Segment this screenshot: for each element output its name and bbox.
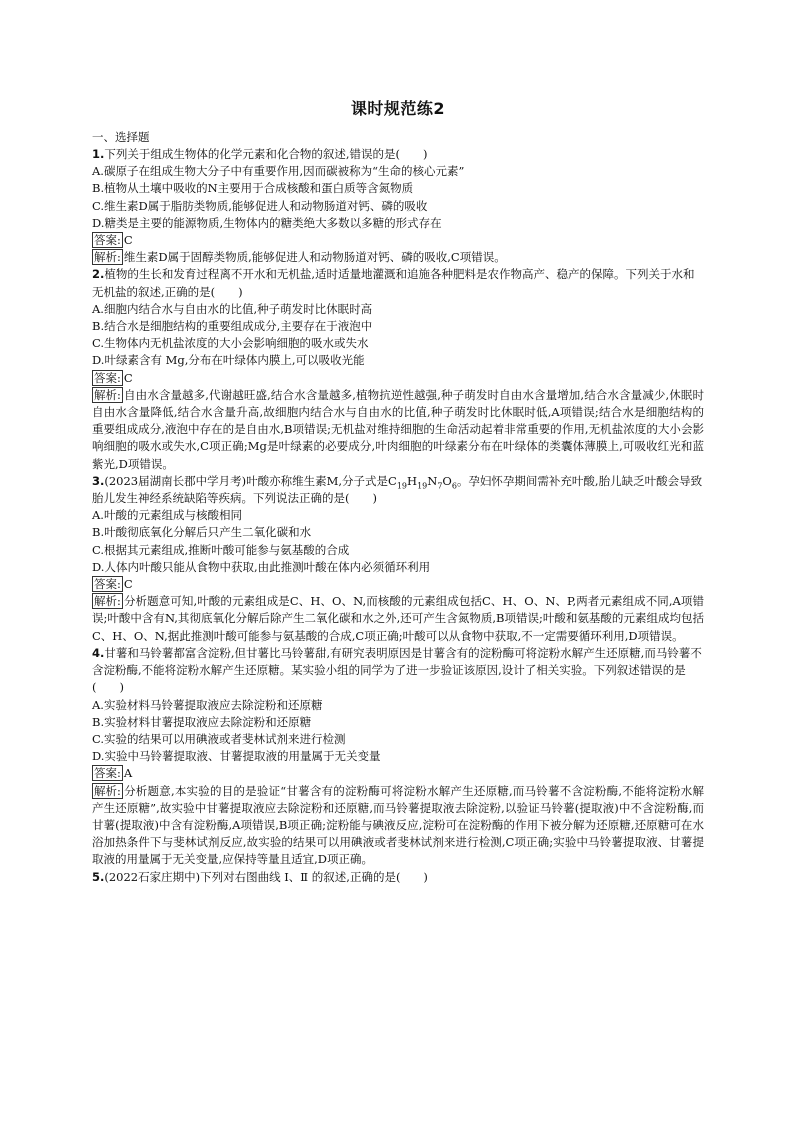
question-4 xyxy=(92,645,704,869)
question-text: 下列关于组成生物体的化学元素和化合物的叙述,错误的是( ) xyxy=(104,147,428,161)
option-d: D.糖类是主要的能源物质,生物体内的糖类绝大多数以多糖的形式存在 xyxy=(92,215,442,230)
answer-label: 答案: xyxy=(94,766,121,781)
question-number: 2. xyxy=(92,267,105,282)
answer-value: C xyxy=(123,370,133,385)
subscript: 19 xyxy=(417,481,428,491)
answer-line xyxy=(92,370,704,387)
explanation-label: 解析: xyxy=(94,250,121,265)
explanation-text: 分析题意可知,叶酸的元素组成是C、H、O、N,而核酸的元素组成包括C、H、O、N、P,两者元素组成不同,A项错误;叶酸中含有N,其彻底氧化分解后除产生二氧化碳和水之外,还可产生含氮物质,B项错误;叶酸和氨基酸的元素组成均包括C、H、O、N,据此推测叶酸可能参与氨基酸的合成,C项正确;叶酸可以从食物中获取,不一定需要循环利用,D项错误。 xyxy=(92,594,704,643)
option-b: B.叶酸彻底氧化分解后只产生二氧化碳和水 xyxy=(92,525,312,540)
answer-line xyxy=(92,232,704,249)
question-1-stem xyxy=(92,146,704,163)
section-heading: 一、选择题 xyxy=(92,130,150,144)
answer-value: C xyxy=(123,233,133,248)
option-b: B.实验材料甘薯提取液应去除淀粉和还原糖 xyxy=(92,714,312,729)
option-d: D.人体内叶酸只能从食物中获取,由此推测叶酸在体内必须循环利用 xyxy=(92,559,431,574)
option-a: A.细胞内结合水与自由水的比值,种子萌发时比休眠时高 xyxy=(92,301,373,316)
question-3 xyxy=(92,473,704,645)
page-title: 课时规范练2 xyxy=(350,99,446,118)
subscript: 19 xyxy=(396,481,408,491)
answer-line xyxy=(92,576,704,593)
question-number: 3. xyxy=(92,473,105,488)
answer-label: 答案: xyxy=(94,577,121,592)
option-d: D.实验中马铃薯提取液、甘薯提取液的用量属于无关变量 xyxy=(92,749,381,764)
explanation xyxy=(92,593,704,645)
explanation-label: 解析: xyxy=(94,387,121,402)
option-a: A.叶酸的元素组成与核酸相同 xyxy=(92,508,242,523)
explanation-text: 自由水含量越多,代谢越旺盛,结合水含量越多,植物抗逆性越强,种子萌发时自由水含量增加,结合水含量减少,休眠时自由水含量降低,结合水含量升高,故细胞内结合水与自由水的比值,种子萌发时比休眠时低,A项错误;结合水是细胞结构的重要组成成分,液泡中存在的是自由水,B项错误;无机盐对维持细胞的生命活动起着非常重要的作用,无机盐浓度的大小会影响细胞的吸水或失水,C项正确;Mg是叶绿素的必要成分,叶肉细胞的叶绿素分布在叶绿体的类囊体薄膜上,可吸收红光和蓝紫光,D项错误。 xyxy=(92,387,704,471)
question-4-stem xyxy=(92,645,704,697)
option-a: A.实验材料马铃薯提取液应去除淀粉和还原糖 xyxy=(92,697,323,712)
option-a: A.碳原子在组成生物大分子中有重要作用,因而碳被称为“生命的核心元素” xyxy=(92,164,465,179)
subscript: 6 xyxy=(451,481,457,491)
question-text: 。孕妇怀孕期间需补充叶酸,胎儿缺乏叶酸会导致胎儿发生神经系统缺陷等疾病。下列说法正确的是( ) xyxy=(92,473,703,506)
question-5-stem xyxy=(92,869,704,886)
explanation-label: 解析: xyxy=(94,783,121,798)
subscript: 7 xyxy=(437,481,443,491)
option-b: B.结合水是细胞结构的重要组成成分,主要存在于液泡中 xyxy=(92,319,373,334)
option-c: C.生物体内无机盐浓度的大小会影响细胞的吸水或失水 xyxy=(92,336,369,351)
explanation-text: 维生素D属于固醇类物质,能够促进人和动物肠道对钙、磷的吸收,C项错误。 xyxy=(123,250,506,265)
answer-value: A xyxy=(123,766,133,781)
question-1 xyxy=(92,146,704,266)
option-c: C.维生素D属于脂肪类物质,能够促进人和动物肠道对钙、磷的吸收 xyxy=(92,198,428,213)
explanation xyxy=(92,387,704,473)
answer-line xyxy=(92,765,704,782)
option-c: C.根据其元素组成,推断叶酸可能参与氨基酸的合成 xyxy=(92,542,350,557)
question-5 xyxy=(92,869,704,886)
question-number: 1. xyxy=(92,147,105,161)
question-text: (2022石家庄期中)下列对右图曲线 Ⅰ、Ⅱ 的叙述,正确的是( ) xyxy=(104,869,428,884)
question-text: (2023届湖南长郡中学月考)叶酸亦称维生素M,分子式是C xyxy=(104,473,397,488)
formula-part: H xyxy=(407,473,418,488)
question-number: 4. xyxy=(92,645,105,660)
option-d: D.叶绿素含有 Mg,分布在叶绿体内膜上,可以吸收光能 xyxy=(92,353,365,368)
question-2 xyxy=(92,266,704,472)
formula-part: N xyxy=(427,473,438,488)
question-text: 植物的生长和发育过程离不开水和无机盐,适时适量地灌溉和追施各种肥料是农作物高产、稳产的保障。下列关于水和无机盐的叙述,正确的是( ) xyxy=(92,267,695,299)
question-number: 5. xyxy=(92,869,105,884)
answer-value: C xyxy=(123,577,133,592)
answer-label: 答案: xyxy=(94,370,121,385)
explanation-text: 分析题意,本实验的目的是验证“甘薯含有的淀粉酶可将淀粉水解产生还原糖,而马铃薯不含淀粉酶,不能将淀粉水解产生还原糖”,故实验中甘薯提取液应去除淀粉和还原糖,而马铃薯提取液去除淀粉,以验证马铃薯(提取液)中不含淀粉酶,而甘薯(提取液)中含有淀粉酶,A项错误,B项正确;淀粉能与碘液反应,淀粉可在淀粉酶的作用下被分解为还原糖,还原糖可在水浴加热条件下与斐林试剂反应,故实验的结果可以用碘液或者斐林试剂来进行检测,C项正确;实验中马铃薯提取液、甘薯提取液的用量属于无关变量,应保持等量且适宜,D项正确。 xyxy=(92,783,704,867)
explanation xyxy=(92,783,704,869)
answer-label: 答案: xyxy=(94,233,121,248)
explanation xyxy=(92,249,704,266)
option-c: C.实验的结果可以用碘液或者斐林试剂来进行检测 xyxy=(92,731,346,746)
question-3-stem xyxy=(92,473,704,507)
question-text: 甘薯和马铃薯都富含淀粉,但甘薯比马铃薯甜,有研究表明原因是甘薯含有的淀粉酶可将淀粉水解产生还原糖,而马铃薯不含淀粉酶,不能将淀粉水解产生还原糖。某实验小组的同学为了进一步验证该原因,设计了相关实验。下列叙述错误的是( ) xyxy=(92,645,702,695)
explanation-label: 解析: xyxy=(94,594,121,609)
worksheet-page xyxy=(92,96,704,886)
option-b: B.植物从土壤中吸收的N主要用于合成核酸和蛋白质等含氮物质 xyxy=(92,181,414,196)
formula-part: O xyxy=(442,473,452,488)
question-2-stem xyxy=(92,266,704,300)
